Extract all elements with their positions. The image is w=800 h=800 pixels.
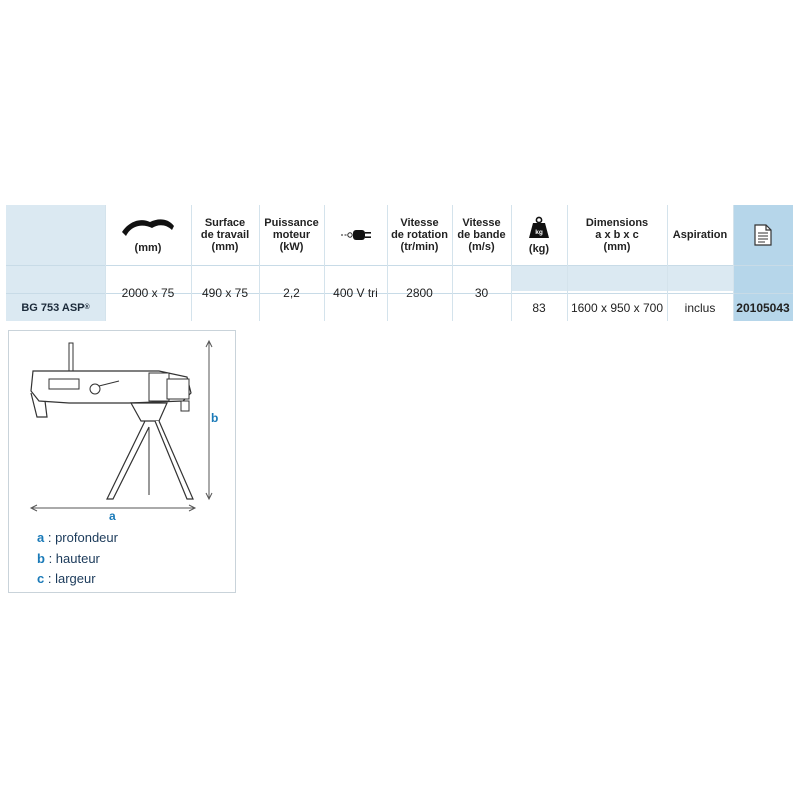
header-tension: [324, 205, 387, 265]
legend-item-b: [37, 551, 100, 566]
legend-text-b: hauteur: [55, 551, 100, 566]
header-puissance-line2: moteur: [272, 229, 311, 241]
header-surface: [191, 205, 259, 265]
header-vitesse-rotation: [387, 205, 452, 265]
plug-icon: [339, 225, 373, 245]
dimension-label-a: a: [109, 509, 116, 523]
cell-vitesse-bande: 30: [474, 286, 489, 300]
data-band-top-right: [511, 265, 733, 291]
header-vb-line2: de bande: [457, 229, 506, 241]
header-dim-line2: a x b x c: [595, 229, 639, 241]
header-surface-line2: de travail: [200, 229, 250, 241]
header-dim-line1: Dimensions: [585, 217, 649, 229]
header-aspiration-label: Aspiration: [672, 229, 728, 241]
legend-text-a: profondeur: [55, 530, 118, 545]
dimension-diagram: [8, 330, 236, 593]
cell-puissance: 2,2: [283, 286, 300, 300]
header-puissance: [259, 205, 324, 265]
spec-table: [6, 205, 793, 321]
legend-key-a: a: [37, 530, 45, 545]
cell-tension: 400 V tri: [333, 286, 378, 300]
dimension-label-b: b: [211, 411, 219, 425]
cell-vitesse-rotation: 2800: [406, 286, 433, 300]
model-name: [6, 294, 105, 321]
legend-key-c: c: [37, 571, 45, 586]
cell-dimensions: 1600 x 950 x 700: [570, 300, 664, 315]
legend-sep: :: [44, 571, 56, 586]
legend-key-b: b: [37, 551, 45, 566]
header-puissance-line1: Puissance: [264, 217, 319, 229]
header-bande-unit: (mm): [134, 242, 162, 254]
weight-icon: [527, 216, 551, 240]
header-puissance-line3: (kW): [279, 241, 304, 253]
cell-aspiration: inclus: [684, 300, 716, 315]
cell-reference: 20105043: [736, 300, 790, 315]
document-icon: [754, 224, 772, 246]
legend-item-c: [37, 571, 96, 586]
model-label: BG 753 ASP: [21, 301, 85, 314]
model-registered-mark: ®: [84, 304, 90, 311]
header-vb-line1: Vitesse: [462, 217, 501, 229]
legend-text-c: largeur: [55, 571, 96, 586]
header-vr-line2: de rotation: [391, 229, 448, 241]
header-poids-unit: (kg): [528, 242, 550, 255]
cell-poids: 83: [532, 300, 546, 315]
legend-sep: :: [44, 551, 56, 566]
header-reference: [733, 205, 793, 265]
belt-icon: [120, 216, 176, 236]
header-surface-line3: (mm): [211, 241, 239, 253]
header-aspiration: [667, 205, 733, 265]
weight-icon-label: kg: [535, 228, 543, 236]
header-dimensions: [567, 205, 667, 265]
legend-item-a: [37, 530, 118, 545]
legend-sep: :: [44, 530, 56, 545]
header-dim-line3: (mm): [603, 241, 631, 253]
machine-drawing: [9, 331, 235, 531]
cell-bande: 2000 x 75: [121, 286, 175, 300]
cell-surface: 490 x 75: [201, 286, 249, 300]
header-vr-line3: (tr/min): [400, 241, 439, 253]
header-vitesse-bande: [452, 205, 511, 265]
header-surface-line1: Surface: [204, 217, 246, 229]
header-poids: [511, 205, 567, 265]
header-bande: [105, 205, 191, 265]
header-vr-line1: Vitesse: [400, 217, 439, 229]
header-vb-line3: (m/s): [468, 241, 495, 253]
